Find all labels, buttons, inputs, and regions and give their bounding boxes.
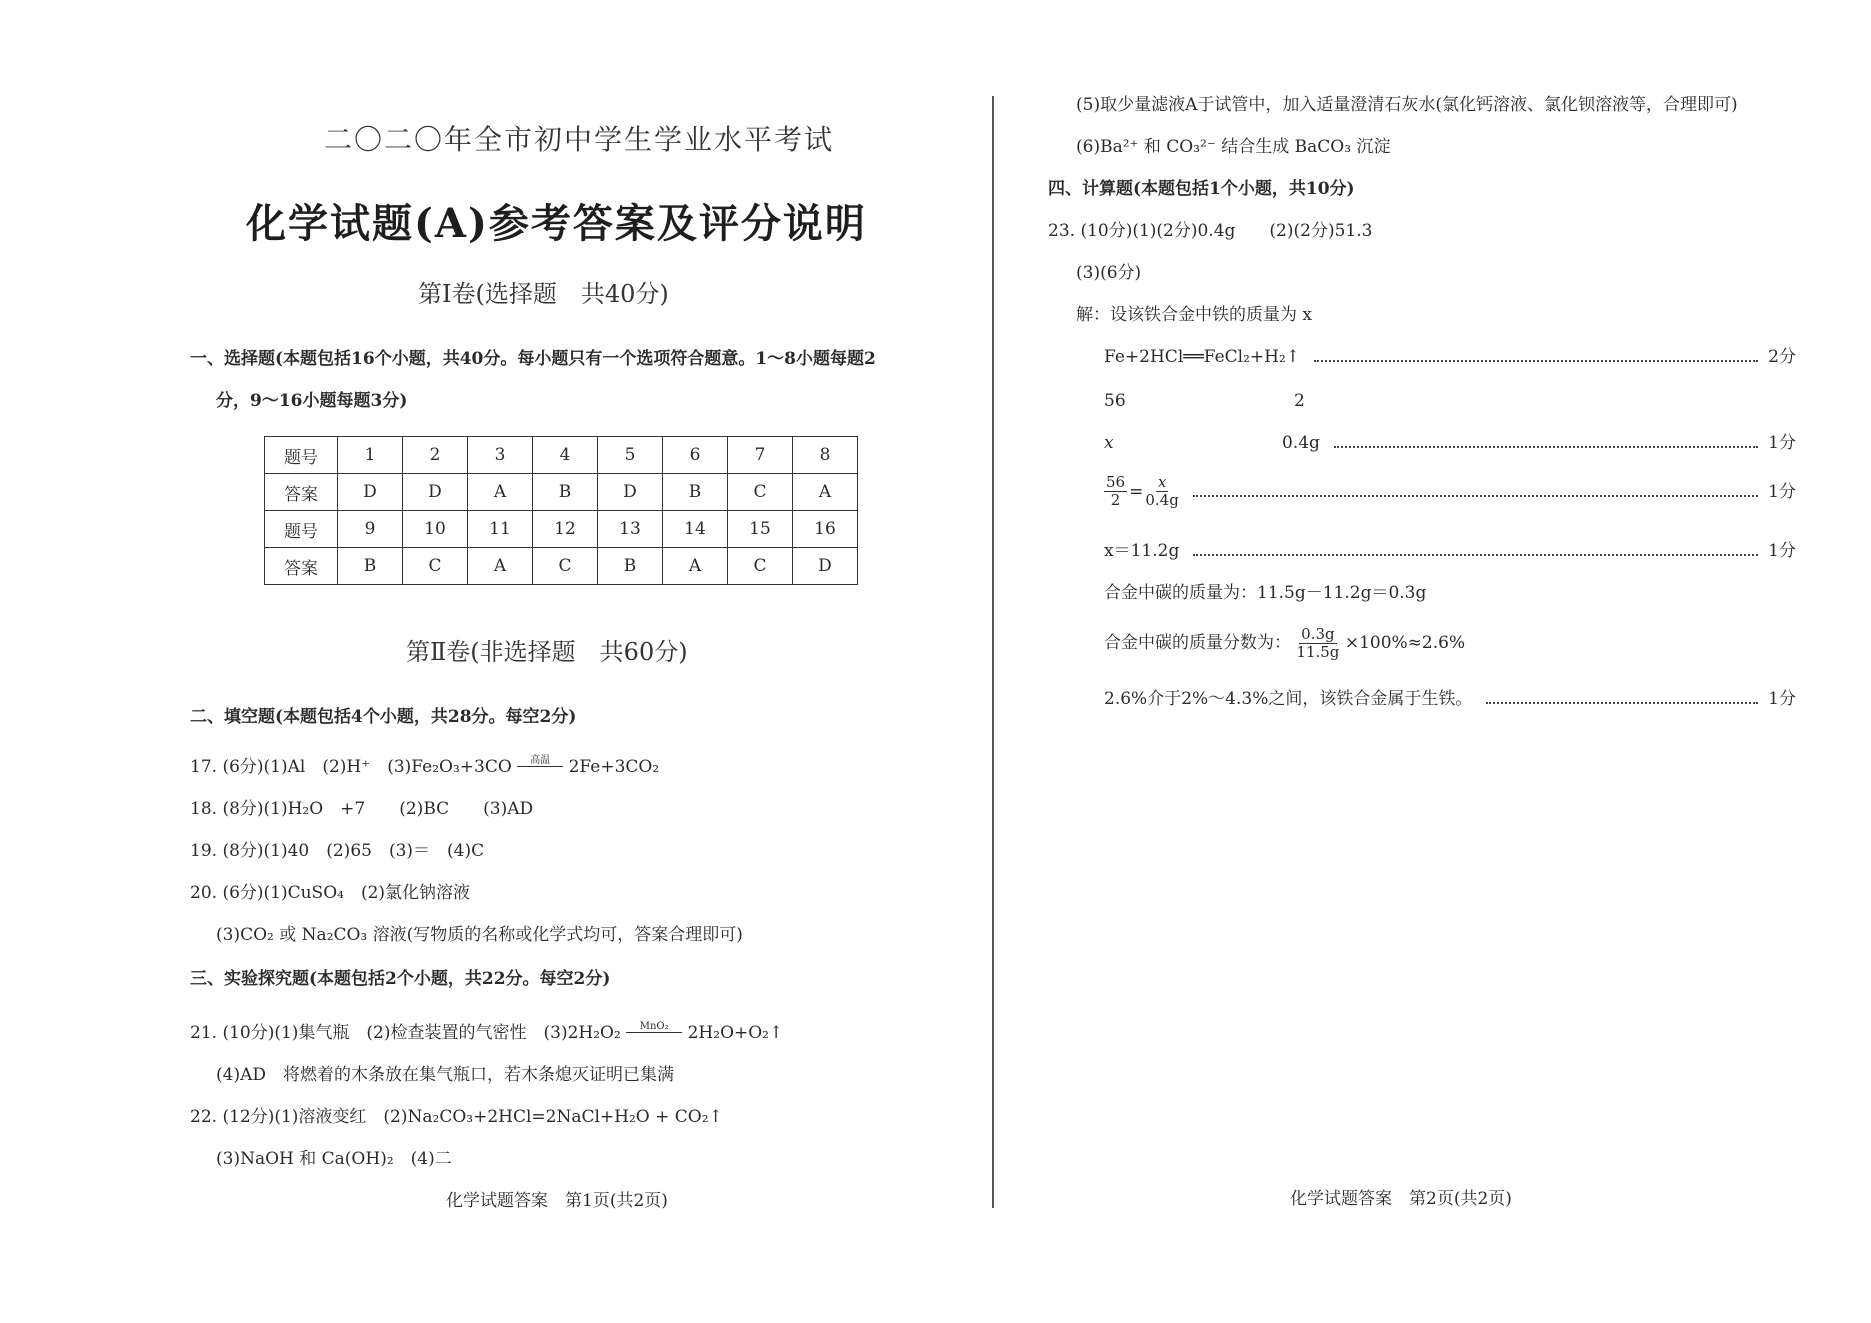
answer-22-line2: (3)NaOH 和 Ca(OH)₂ (4)二: [216, 1149, 452, 1169]
answer-22-line4: (6)Ba²⁺ 和 CO₃²⁻ 结合生成 BaCO₃ 沉淀: [1076, 137, 1391, 157]
answer-22-line3: (5)取少量滤液A于试管中，加入适量澄清石灰水(氯化钙溶液、氯化钡溶液等，合理即可): [1076, 95, 1738, 115]
table-cell: A: [663, 548, 728, 585]
answer-17-prefix: 17. (6分)(1)Al (2)H⁺ (3)Fe₂O₃+3CO: [190, 757, 512, 777]
conclusion: 2.6%介于2%～4.3%之间，该铁合金属于生铁。: [1104, 689, 1473, 709]
exam-title: 二〇二〇年全市初中学生学业水平考试: [324, 123, 835, 156]
page-footer-2: 化学试题答案 第2页(共2页): [1290, 1189, 1512, 1209]
table-cell: 6: [663, 437, 728, 474]
table-cell: 13: [598, 511, 663, 548]
ratio-row: [1104, 474, 1796, 509]
fraction: [1296, 626, 1339, 661]
answer-20-line2: (3)CO₂ 或 Na₂CO₃ 溶液(写物质的名称或化学式均可，答案合理即可): [216, 925, 743, 945]
table-cell: C: [728, 474, 793, 511]
reaction-condition: [517, 756, 563, 767]
table-cell: 7: [728, 437, 793, 474]
hydrogen-mass: 0.4g: [1282, 433, 1320, 453]
table-cell: 答案: [265, 548, 338, 585]
carbon-mass: 合金中碳的质量为：11.5g－11.2g＝0.3g: [1104, 583, 1427, 603]
fraction-denominator: 0.4g: [1145, 491, 1179, 509]
answer-17: [190, 756, 659, 778]
fraction-numerator: 56: [1106, 473, 1126, 491]
reaction-arrow-line: [626, 1032, 682, 1033]
equation-row: [1104, 346, 1796, 368]
x-value: x＝11.2g: [1104, 541, 1180, 561]
section1-heading-line1: 一、选择题(本题包括16个小题，共40分。每小题只有一个选项符合题意。1～8小题每题2: [190, 349, 876, 369]
table-cell: 11: [468, 511, 533, 548]
dot-leader: [1193, 495, 1758, 497]
molar-mass-fe: 56: [1104, 391, 1126, 411]
answer-21-line2: (4)AD 将燃着的木条放在集气瓶口，若木条熄灭证明已集满: [216, 1065, 674, 1085]
solution-intro: 解：设该铁合金中铁的质量为 x: [1076, 305, 1312, 325]
x-value-row: [1104, 540, 1796, 562]
section3-heading: 三、实验探究题(本题包括2个小题，共22分。每空2分): [190, 969, 611, 989]
table-row: [265, 511, 858, 548]
answer-table: [264, 436, 858, 585]
section4-heading: 四、计算题(本题包括1个小题，共10分): [1048, 179, 1355, 199]
section2-heading: 二、填空题(本题包括4个小题，共28分。每空2分): [190, 707, 577, 727]
dot-leader: [1314, 360, 1758, 362]
conclusion-row: [1104, 688, 1796, 710]
table-cell: C: [728, 548, 793, 585]
table-cell: 1: [338, 437, 403, 474]
reaction-condition: [626, 1022, 682, 1033]
table-cell: D: [403, 474, 468, 511]
quantity-row: [1104, 432, 1796, 454]
page-divider: [992, 96, 994, 1208]
table-cell: C: [403, 548, 468, 585]
fraction-numerator: 0.3g: [1301, 625, 1335, 643]
answer-20-line1: 20. (6分)(1)CuSO₄ (2)氯化钠溶液: [190, 883, 471, 903]
answer-18: 18. (8分)(1)H₂O +7 (2)BC (3)AD: [190, 799, 534, 819]
dot-leader: [1334, 446, 1758, 448]
score: 2分: [1768, 347, 1796, 367]
fraction: [1104, 474, 1127, 509]
table-cell: B: [338, 548, 403, 585]
carbon-fraction-prefix: 合金中碳的质量分数为：: [1104, 633, 1291, 653]
table-cell: A: [468, 474, 533, 511]
table-cell: D: [793, 548, 858, 585]
answer-22-line1: 22. (12分)(1)溶液变红 (2)Na₂CO₃+2HCl=2NaCl+H₂O + CO₂↑: [190, 1107, 723, 1127]
table-cell: 14: [663, 511, 728, 548]
carbon-fraction-row: [1104, 626, 1465, 661]
score: 1分: [1768, 689, 1796, 709]
table-cell: A: [793, 474, 858, 511]
carbon-fraction-suffix: ×100%≈2.6%: [1344, 633, 1466, 653]
score: 1分: [1768, 481, 1796, 502]
dot-leader: [1486, 702, 1758, 704]
table-cell: C: [533, 548, 598, 585]
answer-23-line1: 23. (10分)(1)(2分)0.4g (2)(2分)51.3: [1048, 221, 1373, 241]
table-cell: 10: [403, 511, 468, 548]
fraction-numerator: x: [1157, 473, 1167, 491]
answer-21-line1: [190, 1022, 783, 1044]
table-row: [265, 548, 858, 585]
table-row: [265, 437, 858, 474]
table-cell: D: [338, 474, 403, 511]
table-row: [265, 474, 858, 511]
score: 1分: [1768, 433, 1796, 453]
table-cell: 5: [598, 437, 663, 474]
reaction-arrow-line: [517, 766, 563, 767]
table-cell: 题号: [265, 437, 338, 474]
main-title: 化学试题(A)参考答案及评分说明: [246, 200, 867, 247]
score: 1分: [1768, 541, 1796, 561]
reaction-condition-label: MnO₂: [639, 1021, 669, 1032]
table-cell: 12: [533, 511, 598, 548]
table-cell: 题号: [265, 511, 338, 548]
part1-title: 第Ⅰ卷(选择题 共40分): [418, 280, 669, 308]
table-cell: D: [598, 474, 663, 511]
chemical-equation: Fe+2HCl══FeCl₂+H₂↑: [1104, 347, 1301, 367]
answer-19: 19. (8分)(1)40 (2)65 (3)＝ (4)C: [190, 841, 485, 861]
answer-21-suffix: 2H₂O+O₂↑: [687, 1023, 784, 1043]
answer-23-line2: (3)(6分): [1076, 263, 1142, 283]
table-cell: 8: [793, 437, 858, 474]
table-cell: B: [598, 548, 663, 585]
unknown-x: x: [1104, 433, 1114, 453]
fraction-denominator: 11.5g: [1296, 643, 1340, 661]
table-cell: B: [533, 474, 598, 511]
equals-sign: =: [1129, 481, 1144, 502]
table-cell: 4: [533, 437, 598, 474]
page-footer-1: 化学试题答案 第1页(共2页): [446, 1191, 668, 1211]
reaction-condition-label: 高温: [530, 755, 551, 766]
table-cell: 9: [338, 511, 403, 548]
table-cell: A: [468, 548, 533, 585]
table-cell: 答案: [265, 474, 338, 511]
dot-leader: [1193, 554, 1758, 556]
fraction: [1145, 474, 1178, 509]
section1-heading-line2: 分，9～16小题每题3分): [216, 391, 408, 411]
molar-mass-h2: 2: [1294, 391, 1305, 411]
table-cell: 3: [468, 437, 533, 474]
table-cell: B: [663, 474, 728, 511]
answer-17-suffix: 2Fe+3CO₂: [568, 757, 660, 777]
table-cell: 2: [403, 437, 468, 474]
fraction-denominator: 2: [1110, 491, 1121, 509]
part2-title: 第Ⅱ卷(非选择题 共60分): [406, 638, 688, 666]
table-cell: 16: [793, 511, 858, 548]
table-cell: 15: [728, 511, 793, 548]
answer-21-prefix: 21. (10分)(1)集气瓶 (2)检查装置的气密性 (3)2H₂O₂: [190, 1023, 621, 1043]
